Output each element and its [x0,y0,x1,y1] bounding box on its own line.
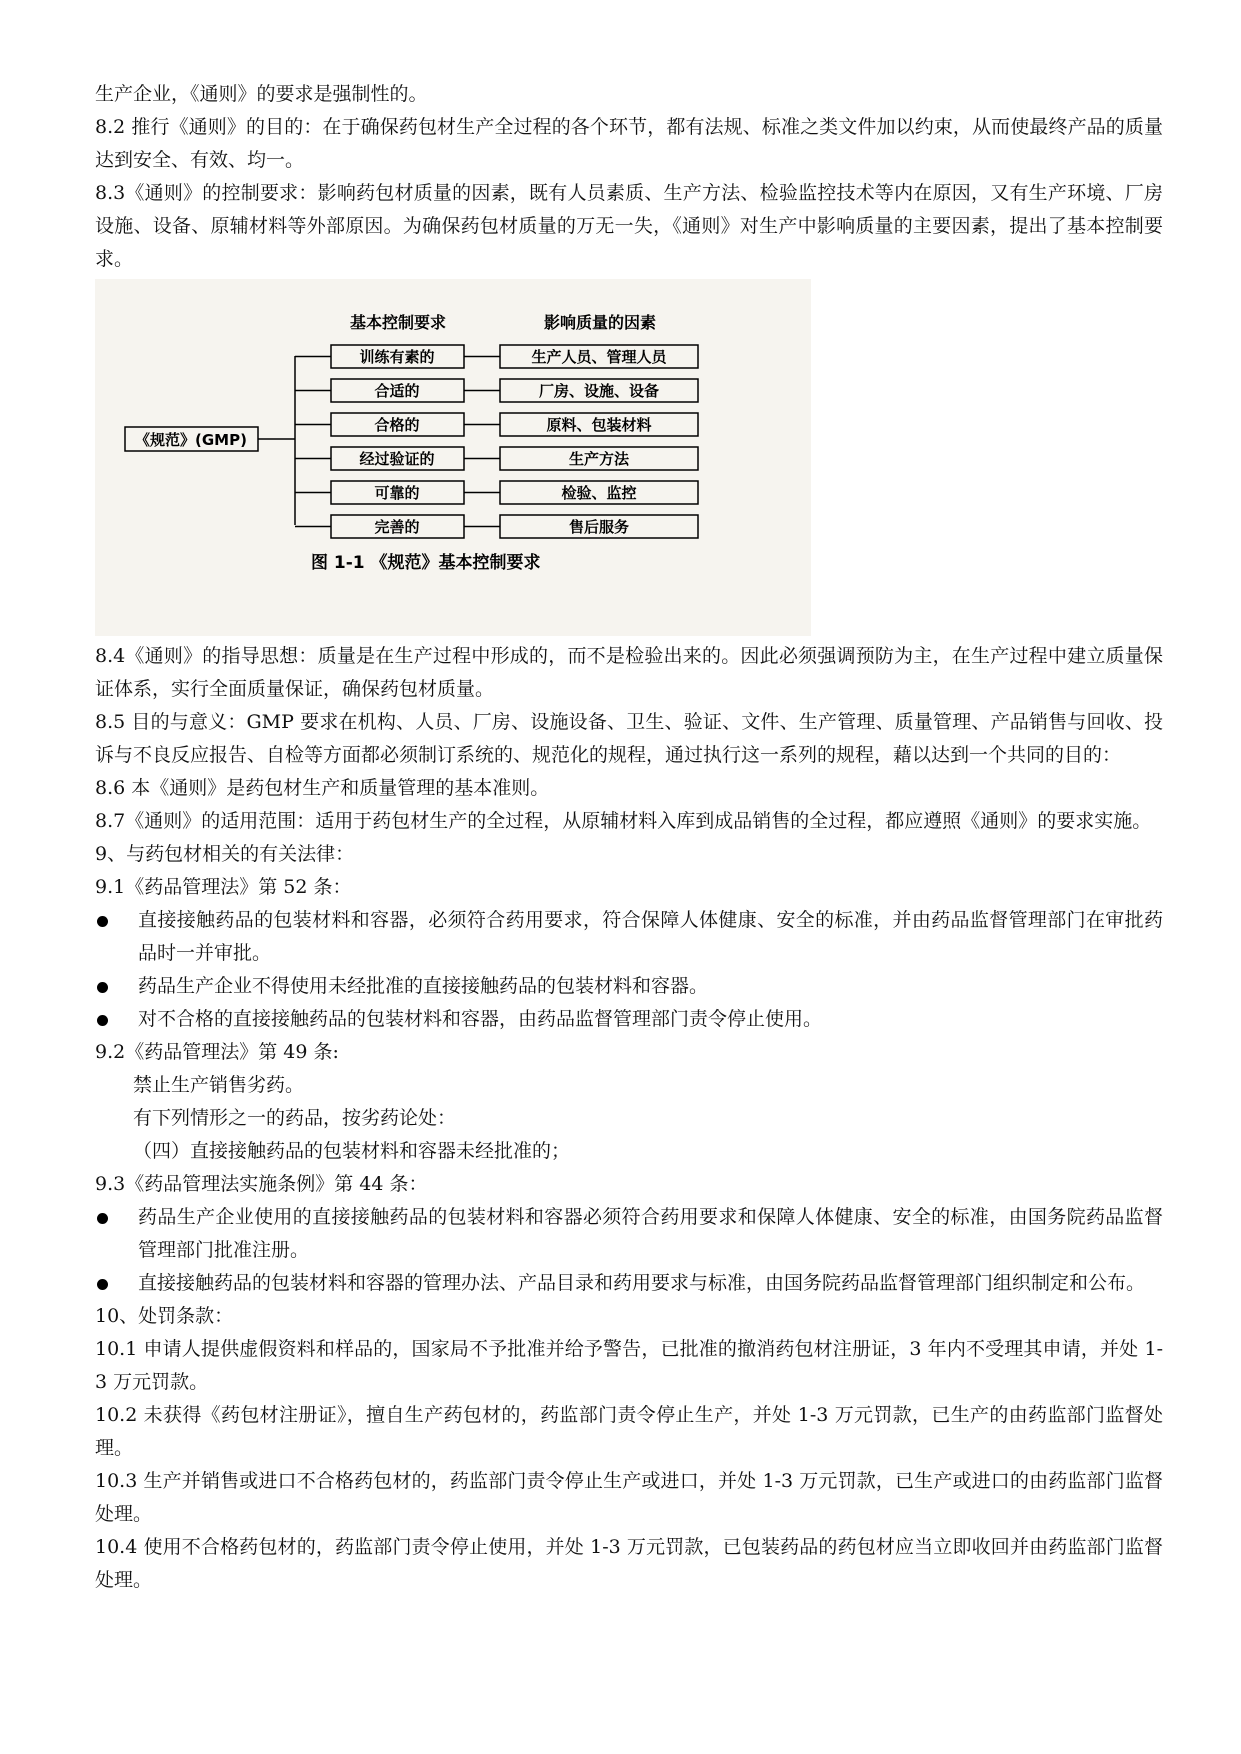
subsection-heading: 9.3《药品管理法实施条例》第 44 条： [95,1173,428,1195]
diagram-col1-header: 基本控制要求 [349,313,447,332]
factor-label: 售后服务 [568,518,630,536]
bullet-icon [95,1201,138,1267]
document-page [95,78,1163,1597]
bullet-item: 药品生产企业使用的直接接触药品的包装材料和容器必须符合药用要求和保障人体健康、安全的标准，由国务院药品监督管理部门批准注册。 [95,1201,1163,1267]
figure-caption: 图 1-1 《规范》基本控制要求 [311,553,541,573]
indented-text: （四）直接接触药品的包装材料和容器未经批准的； [133,1140,571,1162]
indented-text: 禁止生产销售劣药。 [133,1074,305,1096]
section-heading: 10、处罚条款： [95,1305,234,1327]
paragraph: 8.2 推行《通则》的目的：在于确保药包材生产全过程的各个环节，都有法规、标准之类文件加以约束，从而使最终产品的质量达到安全、有效、均一。 [95,116,1163,171]
factor-label: 生产方法 [568,450,630,468]
bullet-icon [95,1003,138,1036]
paragraph: 8.7《通则》的适用范围：适用于药包材生产的全过程，从原辅材料入库到成品销售的全过程，都应遵照《通则》的要求实施。 [95,810,1152,832]
bullet-item: 直接接触药品的包装材料和容器的管理办法、产品目录和药用要求与标准，由国务院药品监督管理部门组织制定和公布。 [95,1267,1163,1300]
requirement-label: 经过验证的 [359,450,435,468]
paragraph: 10.3 生产并销售或进口不合格药包材的，药监部门责令停止生产或进口，并处 1-3 万元罚款，已生产或进口的由药监部门监督处理。 [95,1470,1163,1525]
bullet-item: 对不合格的直接接触药品的包装材料和容器，由药品监督管理部门责令停止使用。 [95,1003,1163,1036]
paragraph: 8.3《通则》的控制要求：影响药包材质量的因素，既有人员素质、生产方法、检验监控技术等内在原因，又有生产环境、厂房设施、设备、原辅材料等外部原因。为确保药包材质量的万无一失，《通则》对生产中影响质量的主要因素，提出了基本控制要求。 [95,182,1163,270]
paragraph: 生产企业，《通则》的要求是强制性的。 [95,83,428,105]
bullet-icon [95,904,138,970]
factor-label: 原料、包装材料 [546,416,652,434]
requirement-label: 合适的 [374,382,420,400]
bullet-icon [95,1267,138,1300]
paragraph: 10.1 申请人提供虚假资料和样品的，国家局不予批准并给予警告，已批准的撤消药包材注册证，3 年内不受理其申请，并处 1-3 万元罚款。 [95,1338,1163,1393]
paragraph: 10.2 未获得《药包材注册证》，擅自生产药包材的，药监部门责令停止生产，并处 1-3 万元罚款，已生产的由药监部门监督处理。 [95,1404,1163,1459]
paragraph: 8.6 本《通则》是药包材生产和质量管理的基本准则。 [95,777,550,799]
section-heading: 9、与药包材相关的有关法律： [95,843,355,865]
factor-label: 检验、监控 [561,484,637,502]
diagram-rows [295,345,698,538]
requirement-label: 合格的 [374,416,420,434]
bullet-item: 药品生产企业不得使用未经批准的直接接触药品的包装材料和容器。 [95,970,1163,1003]
factor-label: 生产人员、管理人员 [531,348,667,366]
bullet-icon [95,970,138,1003]
diagram-root-label: 《规范》(GMP) [135,431,247,449]
paragraph: 8.4《通则》的指导思想：质量是在生产过程中形成的，而不是检验出来的。因此必须强调预防为主，在生产过程中建立质量保证体系，实行全面质量保证，确保药包材质量。 [95,645,1163,700]
indented-text: 有下列情形之一的药品，按劣药论处： [133,1107,457,1129]
diagram-col2-header: 影响质量的因素 [543,313,657,332]
factor-label: 厂房、设施、设备 [538,382,660,400]
requirement-label: 可靠的 [374,484,420,502]
paragraph: 8.5 目的与意义：GMP 要求在机构、人员、厂房、设施设备、卫生、验证、文件、生产管理、质量管理、产品销售与回收、投诉与不良反应报告、自检等方面都必须制订系统的、规范化的规程，通过执行这一系列的规程，藉以达到一个共同的目的： [95,711,1163,766]
subsection-heading: 9.2《药品管理法》第 49 条: [95,1041,339,1063]
requirement-label: 完善的 [374,518,420,536]
requirement-label: 训练有素的 [359,348,435,366]
gmp-diagram [95,279,811,636]
bullet-item: 直接接触药品的包装材料和容器，必须符合药用要求，符合保障人体健康、安全的标准，并由药品监督管理部门在审批药品时一并审批。 [95,904,1163,970]
paragraph: 10.4 使用不合格药包材的，药监部门责令停止使用，并处 1-3 万元罚款，已包装药品的药包材应当立即收回并由药监部门监督处理。 [95,1536,1163,1591]
subsection-heading: 9.1《药品管理法》第 52 条： [95,876,352,898]
